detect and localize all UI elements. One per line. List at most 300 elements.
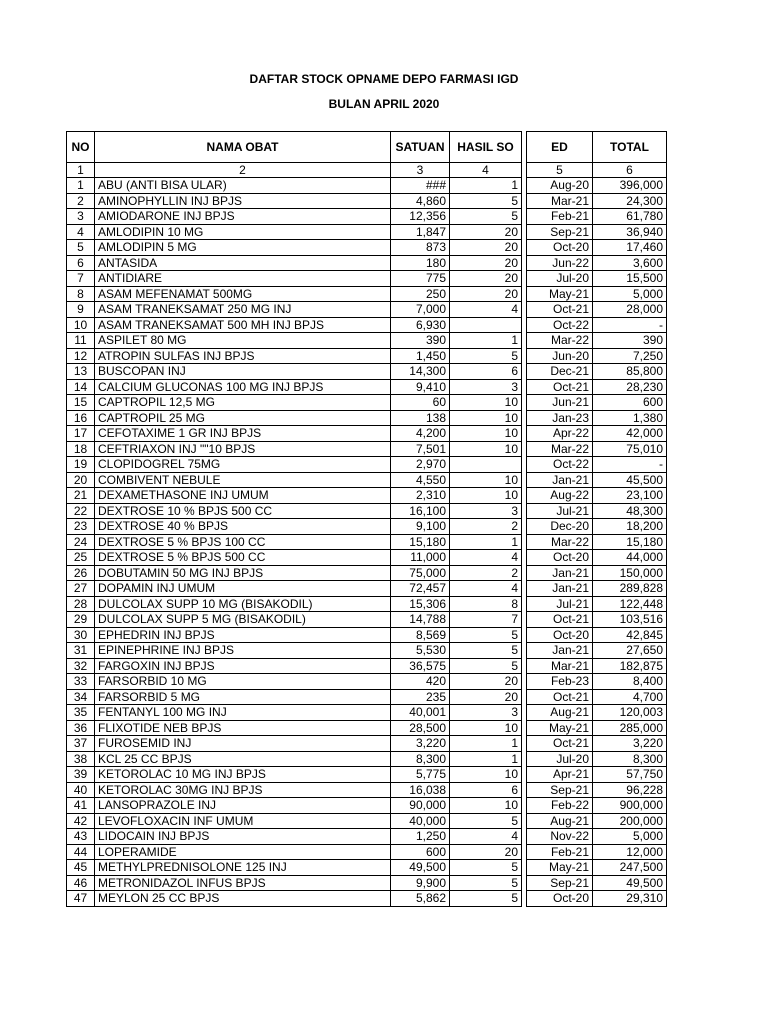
cell-ed: Jan-21	[527, 565, 593, 581]
cell-satuan: 1,847	[391, 224, 450, 240]
cell-satuan: 390	[391, 333, 450, 349]
cell-hasil-so: 2	[450, 565, 522, 581]
cell-hasil-so	[450, 317, 522, 333]
cell-hasil-so: 4	[450, 829, 522, 845]
cell-ed: Oct-21	[527, 689, 593, 705]
cell-hasil-so: 4	[450, 581, 522, 597]
table-row	[67, 860, 667, 876]
table-row	[67, 472, 667, 488]
cell-satuan: 5,775	[391, 767, 450, 783]
header-ed: ED	[527, 132, 593, 163]
cell-nama-obat: ASPILET 80 MG	[95, 333, 391, 349]
cell-no: 25	[67, 550, 95, 566]
cell-ed: Aug-20	[527, 178, 593, 194]
table-row	[67, 689, 667, 705]
cell-satuan: 40,001	[391, 705, 450, 721]
cell-total: -	[593, 457, 667, 473]
cell-hasil-so: 20	[450, 271, 522, 287]
cell-total: 85,800	[593, 364, 667, 380]
cell-total: 15,500	[593, 271, 667, 287]
cell-satuan: 14,300	[391, 364, 450, 380]
table-row	[67, 255, 667, 271]
cell-hasil-so: 20	[450, 844, 522, 860]
cell-total: 96,228	[593, 782, 667, 798]
cell-no: 28	[67, 596, 95, 612]
cell-nama-obat: ANTASIDA	[95, 255, 391, 271]
cell-satuan: 2,970	[391, 457, 450, 473]
cell-total: 29,310	[593, 891, 667, 907]
cell-satuan: 15,180	[391, 534, 450, 550]
cell-no: 7	[67, 271, 95, 287]
header-no: NO	[67, 132, 95, 163]
table-row	[67, 643, 667, 659]
cell-nama-obat: DEXTROSE 40 % BPJS	[95, 519, 391, 535]
cell-hasil-so	[450, 457, 522, 473]
cell-ed: Oct-20	[527, 240, 593, 256]
cell-total: 900,000	[593, 798, 667, 814]
cell-hasil-so: 5	[450, 627, 522, 643]
cell-ed: Feb-21	[527, 209, 593, 225]
cell-total: 3,220	[593, 736, 667, 752]
table-row	[67, 751, 667, 767]
cell-no: 31	[67, 643, 95, 659]
table-row	[67, 658, 667, 674]
cell-no: 35	[67, 705, 95, 721]
cell-hasil-so: 20	[450, 255, 522, 271]
table-row	[67, 565, 667, 581]
cell-nama-obat: ASAM TRANEKSAMAT 500 MH INJ BPJS	[95, 317, 391, 333]
cell-ed: Aug-22	[527, 488, 593, 504]
cell-satuan: 40,000	[391, 813, 450, 829]
cell-total: 1,380	[593, 410, 667, 426]
table-row	[67, 178, 667, 194]
cell-no: 32	[67, 658, 95, 674]
cell-hasil-so: 4	[450, 302, 522, 318]
stock-table	[66, 131, 667, 907]
cell-nama-obat: LEVOFLOXACIN INF UMUM	[95, 813, 391, 829]
cell-total: 27,650	[593, 643, 667, 659]
cell-nama-obat: FARSORBID 10 MG	[95, 674, 391, 690]
cell-hasil-so: 20	[450, 224, 522, 240]
cell-nama-obat: DULCOLAX SUPP 5 MG (BISAKODIL)	[95, 612, 391, 628]
cell-nama-obat: CEFTRIAXON INJ ""10 BPJS	[95, 441, 391, 457]
cell-no: 14	[67, 379, 95, 395]
table-row	[67, 503, 667, 519]
cell-hasil-so: 10	[450, 767, 522, 783]
cell-total: 44,000	[593, 550, 667, 566]
table-row	[67, 240, 667, 256]
cell-nama-obat: AMLODIPIN 10 MG	[95, 224, 391, 240]
cell-nama-obat: EPHEDRIN INJ BPJS	[95, 627, 391, 643]
cell-nama-obat: BUSCOPAN INJ	[95, 364, 391, 380]
cell-ed: May-21	[527, 860, 593, 876]
cell-no: 16	[67, 410, 95, 426]
cell-nama-obat: CLOPIDOGREL 75MG	[95, 457, 391, 473]
cell-ed: Mar-22	[527, 333, 593, 349]
cell-no: 6	[67, 255, 95, 271]
cell-nama-obat: DULCOLAX SUPP 10 MG (BISAKODIL)	[95, 596, 391, 612]
cell-total: 57,750	[593, 767, 667, 783]
cell-total: 36,940	[593, 224, 667, 240]
cell-nama-obat: ASAM TRANEKSAMAT 250 MG INJ	[95, 302, 391, 318]
cell-satuan: 420	[391, 674, 450, 690]
cell-hasil-so: 5	[450, 891, 522, 907]
cell-hasil-so: 20	[450, 674, 522, 690]
cell-total: 200,000	[593, 813, 667, 829]
table-row	[67, 891, 667, 907]
cell-hasil-so: 20	[450, 689, 522, 705]
cell-no: 37	[67, 736, 95, 752]
cell-ed: Oct-21	[527, 379, 593, 395]
cell-total: 122,448	[593, 596, 667, 612]
table-row	[67, 813, 667, 829]
cell-no: 3	[67, 209, 95, 225]
table-row	[67, 441, 667, 457]
table-row	[67, 534, 667, 550]
cell-satuan: 3,220	[391, 736, 450, 752]
cell-ed: Feb-21	[527, 844, 593, 860]
cell-hasil-so: 10	[450, 488, 522, 504]
cell-no: 41	[67, 798, 95, 814]
cell-ed: May-21	[527, 286, 593, 302]
cell-ed: Sep-21	[527, 875, 593, 891]
table-row	[67, 581, 667, 597]
cell-no: 5	[67, 240, 95, 256]
cell-nama-obat: CEFOTAXIME 1 GR INJ BPJS	[95, 426, 391, 442]
cell-no: 45	[67, 860, 95, 876]
cell-ed: Jan-23	[527, 410, 593, 426]
cell-nama-obat: AMINOPHYLLIN INJ BPJS	[95, 193, 391, 209]
table-row	[67, 844, 667, 860]
cell-total: 8,400	[593, 674, 667, 690]
cell-hasil-so: 1	[450, 333, 522, 349]
table-row	[67, 736, 667, 752]
cell-nama-obat: FUROSEMID INJ	[95, 736, 391, 752]
cell-ed: Feb-22	[527, 798, 593, 814]
cell-nama-obat: FLIXOTIDE NEB BPJS	[95, 720, 391, 736]
cell-no: 19	[67, 457, 95, 473]
cell-nama-obat: FARSORBID 5 MG	[95, 689, 391, 705]
table-row	[67, 379, 667, 395]
table-row	[67, 348, 667, 364]
cell-nama-obat: METHYLPREDNISOLONE 125 INJ	[95, 860, 391, 876]
cell-nama-obat: ANTIDIARE	[95, 271, 391, 287]
cell-nama-obat: ASAM MEFENAMAT 500MG	[95, 286, 391, 302]
cell-no: 33	[67, 674, 95, 690]
cell-total: 150,000	[593, 565, 667, 581]
cell-satuan: 9,100	[391, 519, 450, 535]
cell-total: 42,845	[593, 627, 667, 643]
cell-total: 12,000	[593, 844, 667, 860]
cell-hasil-so: 10	[450, 395, 522, 411]
cell-satuan: 75,000	[391, 565, 450, 581]
cell-satuan: 5,862	[391, 891, 450, 907]
table-row	[67, 302, 667, 318]
table-row	[67, 317, 667, 333]
cell-total: 289,828	[593, 581, 667, 597]
index-cell: 1	[67, 163, 95, 178]
index-cell: 6	[593, 163, 667, 178]
cell-nama-obat: LIDOCAIN INJ BPJS	[95, 829, 391, 845]
cell-satuan: 8,300	[391, 751, 450, 767]
cell-total: 23,100	[593, 488, 667, 504]
cell-ed: Feb-23	[527, 674, 593, 690]
cell-hasil-so: 10	[450, 472, 522, 488]
cell-hasil-so: 3	[450, 379, 522, 395]
table-row	[67, 457, 667, 473]
cell-ed: Jan-21	[527, 643, 593, 659]
cell-no: 23	[67, 519, 95, 535]
cell-no: 18	[67, 441, 95, 457]
cell-hasil-so: 10	[450, 441, 522, 457]
cell-total: 247,500	[593, 860, 667, 876]
cell-nama-obat: METRONIDAZOL INFUS BPJS	[95, 875, 391, 891]
header-total: TOTAL	[593, 132, 667, 163]
cell-no: 17	[67, 426, 95, 442]
cell-satuan: 36,575	[391, 658, 450, 674]
cell-satuan: 235	[391, 689, 450, 705]
cell-satuan: 11,000	[391, 550, 450, 566]
index-cell: 5	[527, 163, 593, 178]
cell-ed: Mar-22	[527, 441, 593, 457]
cell-hasil-so: 10	[450, 720, 522, 736]
cell-hasil-so: 5	[450, 875, 522, 891]
cell-ed: Dec-20	[527, 519, 593, 535]
cell-hasil-so: 20	[450, 286, 522, 302]
cell-satuan: 90,000	[391, 798, 450, 814]
cell-no: 15	[67, 395, 95, 411]
table-row	[67, 720, 667, 736]
cell-no: 43	[67, 829, 95, 845]
table-row	[67, 286, 667, 302]
table-row	[67, 333, 667, 349]
cell-ed: Oct-21	[527, 302, 593, 318]
table-row	[67, 395, 667, 411]
cell-no: 38	[67, 751, 95, 767]
cell-total: 48,300	[593, 503, 667, 519]
cell-nama-obat: FARGOXIN INJ BPJS	[95, 658, 391, 674]
cell-satuan: 1,250	[391, 829, 450, 845]
document-title: DAFTAR STOCK OPNAME DEPO FARMASI IGD	[249, 72, 519, 86]
cell-no: 46	[67, 875, 95, 891]
cell-ed: Oct-22	[527, 317, 593, 333]
cell-ed: Mar-22	[527, 534, 593, 550]
cell-nama-obat: MEYLON 25 CC BPJS	[95, 891, 391, 907]
cell-total: 24,300	[593, 193, 667, 209]
cell-total: -	[593, 317, 667, 333]
cell-total: 18,200	[593, 519, 667, 535]
cell-hasil-so: 1	[450, 534, 522, 550]
cell-no: 36	[67, 720, 95, 736]
cell-nama-obat: DOBUTAMIN 50 MG INJ BPJS	[95, 565, 391, 581]
table-row	[67, 767, 667, 783]
cell-satuan: 6,930	[391, 317, 450, 333]
cell-total: 120,003	[593, 705, 667, 721]
cell-hasil-so: 10	[450, 798, 522, 814]
cell-ed: Sep-21	[527, 782, 593, 798]
cell-satuan: 4,200	[391, 426, 450, 442]
cell-total: 28,000	[593, 302, 667, 318]
table-row	[67, 782, 667, 798]
cell-satuan: 7,000	[391, 302, 450, 318]
cell-ed: Jun-22	[527, 255, 593, 271]
cell-total: 390	[593, 333, 667, 349]
cell-total: 17,460	[593, 240, 667, 256]
cell-ed: Aug-21	[527, 705, 593, 721]
cell-no: 42	[67, 813, 95, 829]
index-cell: 2	[95, 163, 391, 178]
cell-total: 45,500	[593, 472, 667, 488]
cell-ed: Jul-20	[527, 271, 593, 287]
table-row	[67, 798, 667, 814]
cell-hasil-so: 6	[450, 782, 522, 798]
cell-hasil-so: 7	[450, 612, 522, 628]
cell-nama-obat: DEXAMETHASONE INJ UMUM	[95, 488, 391, 504]
cell-no: 29	[67, 612, 95, 628]
cell-nama-obat: DEXTROSE 5 % BPJS 500 CC	[95, 550, 391, 566]
table-row	[67, 627, 667, 643]
table-row	[67, 519, 667, 535]
cell-satuan: 16,100	[391, 503, 450, 519]
cell-satuan: 7,501	[391, 441, 450, 457]
cell-no: 12	[67, 348, 95, 364]
cell-nama-obat: AMIODARONE INJ BPJS	[95, 209, 391, 225]
cell-satuan: 14,788	[391, 612, 450, 628]
cell-nama-obat: EPINEPHRINE INJ BPJS	[95, 643, 391, 659]
cell-ed: Jun-21	[527, 395, 593, 411]
cell-no: 39	[67, 767, 95, 783]
cell-no: 47	[67, 891, 95, 907]
cell-nama-obat: ABU (ANTI BISA ULAR)	[95, 178, 391, 194]
document-subtitle: BULAN APRIL 2020	[328, 97, 440, 111]
cell-no: 40	[67, 782, 95, 798]
cell-hasil-so: 1	[450, 178, 522, 194]
index-cell: 3	[391, 163, 450, 178]
cell-nama-obat: CAPTROPIL 12,5 MG	[95, 395, 391, 411]
cell-ed: Jul-21	[527, 503, 593, 519]
cell-no: 11	[67, 333, 95, 349]
cell-ed: Apr-22	[527, 426, 593, 442]
cell-hasil-so: 8	[450, 596, 522, 612]
cell-hasil-so: 20	[450, 240, 522, 256]
cell-no: 2	[67, 193, 95, 209]
cell-satuan: 250	[391, 286, 450, 302]
cell-satuan: 4,550	[391, 472, 450, 488]
cell-total: 5,000	[593, 286, 667, 302]
cell-no: 44	[67, 844, 95, 860]
cell-nama-obat: LANSOPRAZOLE INJ	[95, 798, 391, 814]
cell-no: 30	[67, 627, 95, 643]
header-row	[67, 132, 667, 163]
cell-total: 396,000	[593, 178, 667, 194]
cell-satuan: 4,860	[391, 193, 450, 209]
table-row	[67, 612, 667, 628]
cell-nama-obat: ATROPIN SULFAS INJ BPJS	[95, 348, 391, 364]
table-row	[67, 410, 667, 426]
cell-ed: Oct-21	[527, 612, 593, 628]
cell-hasil-so: 5	[450, 209, 522, 225]
cell-satuan: 12,356	[391, 209, 450, 225]
cell-ed: Mar-21	[527, 658, 593, 674]
cell-total: 4,700	[593, 689, 667, 705]
cell-total: 28,230	[593, 379, 667, 395]
cell-total: 7,250	[593, 348, 667, 364]
cell-no: 34	[67, 689, 95, 705]
cell-ed: Oct-20	[527, 891, 593, 907]
cell-ed: Jun-20	[527, 348, 593, 364]
cell-hasil-so: 6	[450, 364, 522, 380]
cell-satuan: ###	[391, 178, 450, 194]
cell-satuan: 28,500	[391, 720, 450, 736]
cell-ed: Oct-20	[527, 550, 593, 566]
cell-no: 24	[67, 534, 95, 550]
cell-nama-obat: CAPTROPIL 25 MG	[95, 410, 391, 426]
table-row	[67, 596, 667, 612]
cell-hasil-so: 5	[450, 813, 522, 829]
cell-nama-obat: AMLODIPIN 5 MG	[95, 240, 391, 256]
cell-satuan: 9,410	[391, 379, 450, 395]
cell-no: 27	[67, 581, 95, 597]
table-row	[67, 705, 667, 721]
table-row	[67, 364, 667, 380]
cell-no: 1	[67, 178, 95, 194]
cell-no: 13	[67, 364, 95, 380]
cell-total: 75,010	[593, 441, 667, 457]
header-nama-obat: NAMA OBAT	[95, 132, 391, 163]
cell-hasil-so: 1	[450, 736, 522, 752]
cell-nama-obat: DOPAMIN INJ UMUM	[95, 581, 391, 597]
cell-nama-obat: DEXTROSE 5 % BPJS 100 CC	[95, 534, 391, 550]
cell-hasil-so: 4	[450, 550, 522, 566]
cell-ed: Nov-22	[527, 829, 593, 845]
table-row	[67, 829, 667, 845]
cell-ed: Jul-20	[527, 751, 593, 767]
cell-satuan: 873	[391, 240, 450, 256]
cell-satuan: 2,310	[391, 488, 450, 504]
table-row	[67, 271, 667, 287]
cell-hasil-so: 5	[450, 860, 522, 876]
cell-no: 9	[67, 302, 95, 318]
cell-ed: Mar-21	[527, 193, 593, 209]
cell-total: 8,300	[593, 751, 667, 767]
table-row	[67, 209, 667, 225]
header-satuan: SATUAN	[391, 132, 450, 163]
cell-satuan: 138	[391, 410, 450, 426]
header-hasil-so: HASIL SO	[450, 132, 522, 163]
cell-ed: Oct-22	[527, 457, 593, 473]
table-row	[67, 193, 667, 209]
cell-ed: Oct-21	[527, 736, 593, 752]
cell-total: 182,875	[593, 658, 667, 674]
cell-satuan: 60	[391, 395, 450, 411]
cell-satuan: 16,038	[391, 782, 450, 798]
cell-satuan: 9,900	[391, 875, 450, 891]
cell-hasil-so: 2	[450, 519, 522, 535]
cell-no: 20	[67, 472, 95, 488]
cell-hasil-so: 10	[450, 426, 522, 442]
cell-total: 49,500	[593, 875, 667, 891]
cell-total: 15,180	[593, 534, 667, 550]
cell-nama-obat: CALCIUM GLUCONAS 100 MG INJ BPJS	[95, 379, 391, 395]
table-row	[67, 875, 667, 891]
cell-ed: Oct-20	[527, 627, 593, 643]
index-cell: 4	[450, 163, 522, 178]
cell-total: 42,000	[593, 426, 667, 442]
cell-no: 8	[67, 286, 95, 302]
cell-ed: Apr-21	[527, 767, 593, 783]
cell-no: 4	[67, 224, 95, 240]
cell-satuan: 72,457	[391, 581, 450, 597]
